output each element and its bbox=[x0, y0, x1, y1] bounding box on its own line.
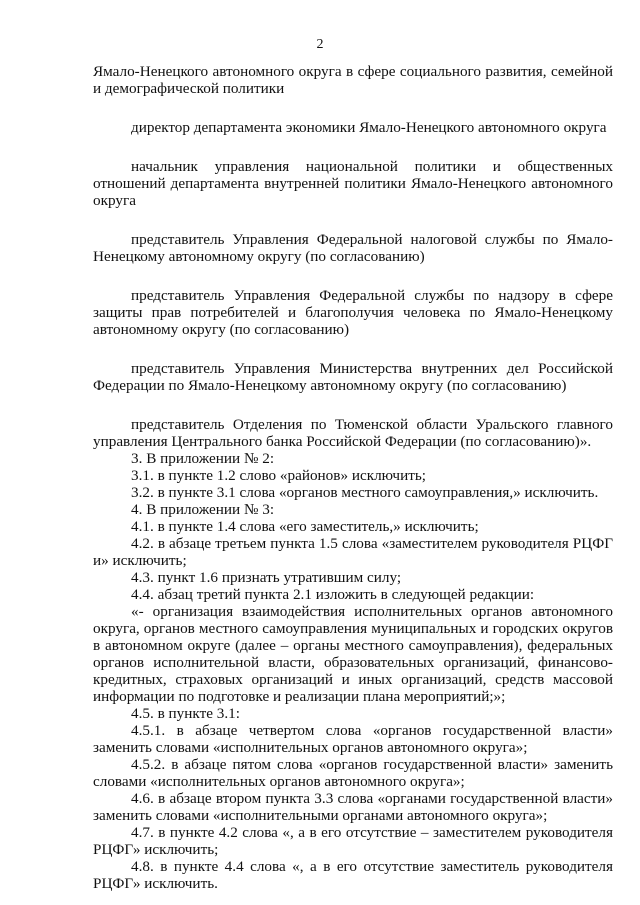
paragraph-item-4-1: 4.1. в пункте 1.4 слова «его заместитель,» исключить; bbox=[131, 518, 479, 535]
paragraph-member-central-bank: представитель Отделения по Тюменской области Уральского главного управления Центрального банка Российской Федерации (по согласованию)». bbox=[93, 416, 613, 450]
paragraph-member-interior-ministry: представитель Управления Министерства внутренних дел Российской Федерации по Ямало-Ненецкому автономному округу (по согласованию) bbox=[93, 360, 613, 394]
paragraph-item-4-7: 4.7. в пункте 4.2 слова «, а в его отсутствие – заместителем руководителя РЦФГ» исключить; bbox=[93, 824, 613, 858]
paragraph-item-3: 3. В приложении № 2: bbox=[131, 450, 275, 467]
paragraph-item-4-4-text: «- организация взаимодействия исполнительных органов автономного округа, органов местного самоуправления муниципальных и городских округов в автономном округе (далее – органы местного самоуправления), федеральных органов исполнительной власти, образовательных организаций, финансово-кредитных, страховых организаций и иных организаций, средств массовой информации по подготовке и реализации плана мероприятий;»; bbox=[93, 603, 613, 705]
paragraph-member-national-policy: начальник управления национальной политики и общественных отношений департамента внутренней политики Ямало-Ненецкого автономного округа bbox=[93, 158, 613, 209]
paragraph-member-economy-director: директор департамента экономики Ямало-Ненецкого автономного округа bbox=[131, 119, 607, 136]
paragraph-item-4: 4. В приложении № 3: bbox=[131, 501, 275, 518]
paragraph-commission-tail: Ямало-Ненецкого автономного округа в сфере социального развития, семейной и демографической политики bbox=[93, 63, 613, 97]
paragraph-item-4-2: 4.2. в абзаце третьем пункта 1.5 слова «заместителем руководителя РЦФГ и» исключить; bbox=[93, 535, 613, 569]
paragraph-member-consumer-rights: представитель Управления Федеральной службы по надзору в сфере защиты прав потребителей и благополучия человека по Ямало-Ненецкому автономному округу (по согласованию) bbox=[93, 287, 613, 338]
paragraph-item-4-5: 4.5. в пункте 3.1: bbox=[131, 705, 240, 722]
paragraph-member-tax-service: представитель Управления Федеральной налоговой службы по Ямало-Ненецкому автономному округу (по согласованию) bbox=[93, 231, 613, 265]
paragraph-item-4-6: 4.6. в абзаце втором пункта 3.3 слова «органами государственной власти» заменить словами «исполнительными органами автономного округа»; bbox=[93, 790, 613, 824]
page-number: 2 bbox=[316, 37, 324, 52]
paragraph-item-3-1: 3.1. в пункте 1.2 слово «районов» исключить; bbox=[131, 467, 426, 484]
document-body bbox=[93, 63, 613, 892]
paragraph-item-4-5-2: 4.5.2. в абзаце пятом слова «органов государственной власти» заменить словами «исполнительных органов автономного округа»; bbox=[93, 756, 613, 790]
paragraph-item-3-2: 3.2. в пункте 3.1 слова «органов местного самоуправления,» исключить. bbox=[131, 484, 599, 501]
paragraph-item-4-4: 4.4. абзац третий пункта 2.1 изложить в следующей редакции: bbox=[131, 586, 535, 603]
paragraph-item-4-3: 4.3. пункт 1.6 признать утратившим силу; bbox=[131, 569, 402, 586]
paragraph-item-4-5-1: 4.5.1. в абзаце четвертом слова «органов государственной власти» заменить словами «исполнительных органов автономного округа»; bbox=[93, 722, 613, 756]
paragraph-item-4-8: 4.8. в пункте 4.4 слова «, а в его отсутствие заместитель руководителя РЦФГ» исключить. bbox=[93, 858, 613, 892]
